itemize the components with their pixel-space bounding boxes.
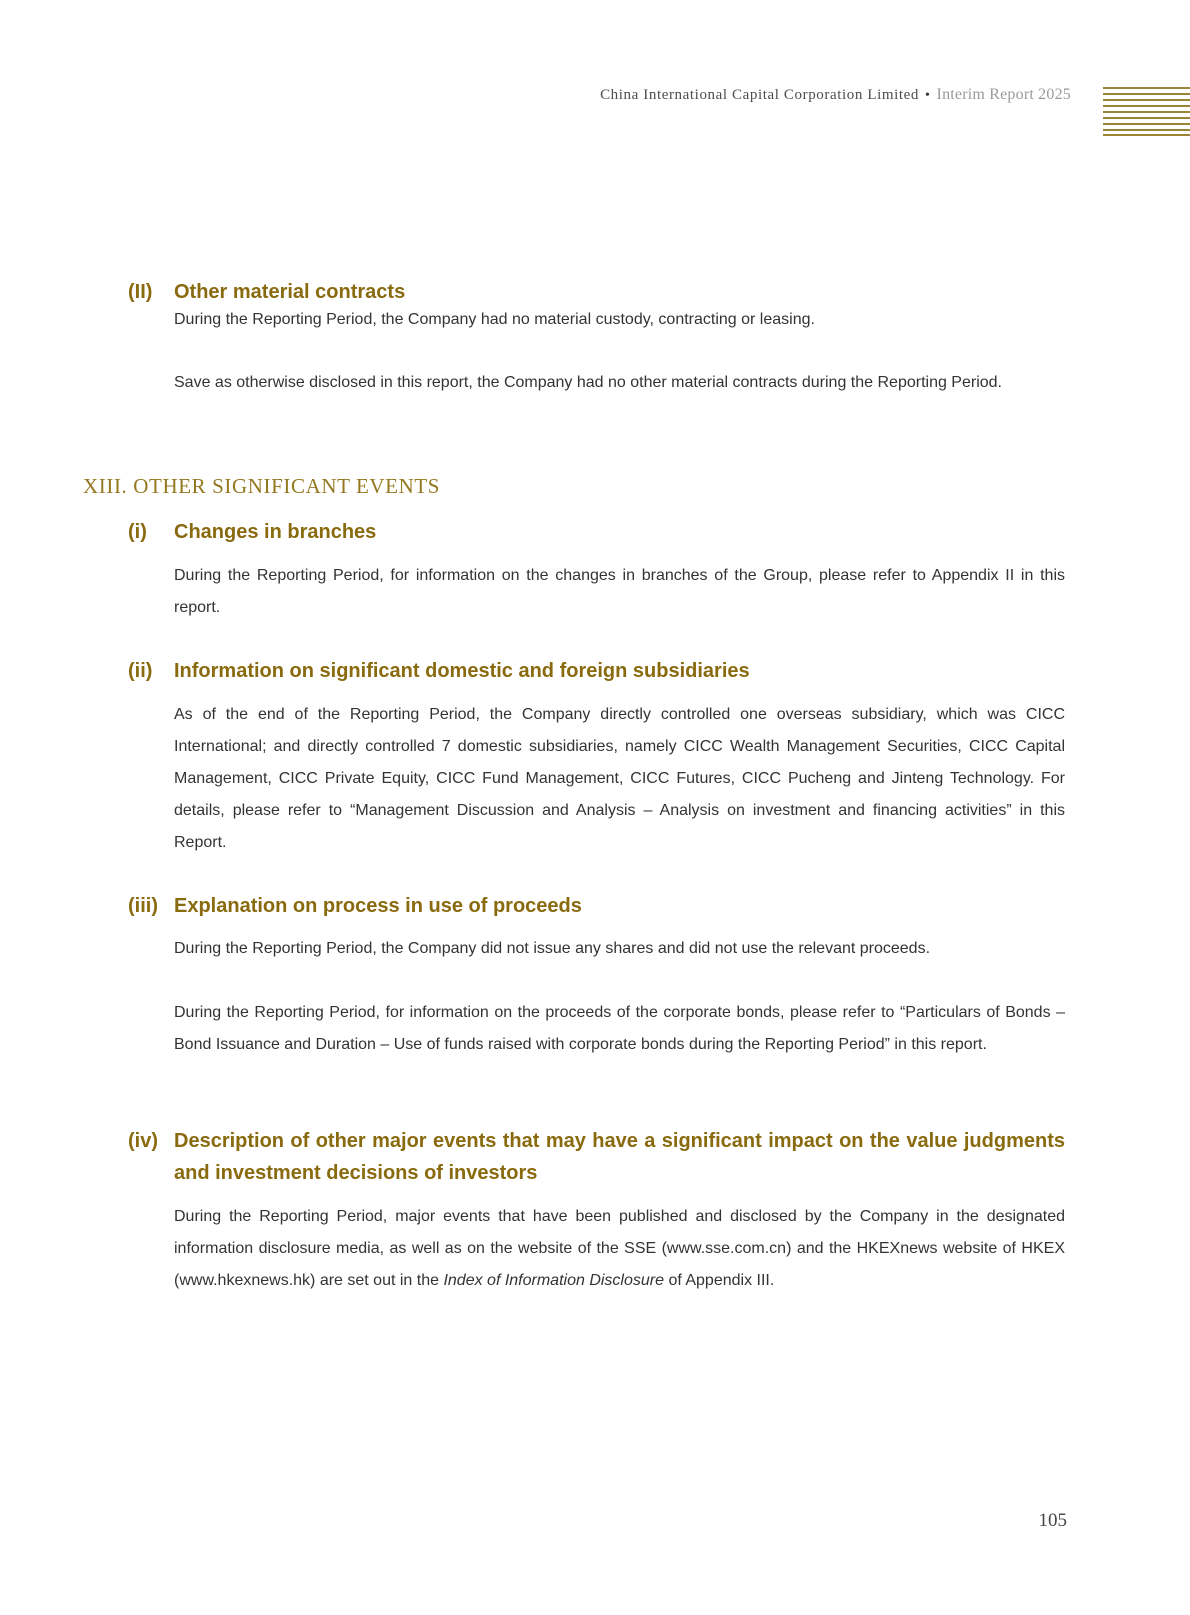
- subsection-heading-other-material-contracts: [128, 276, 406, 308]
- subsection-number: (II): [128, 281, 153, 303]
- header-company-name: China International Capital Corporation Limited: [600, 87, 920, 103]
- decorative-line: [1103, 99, 1190, 101]
- paragraph-text: of Appendix III.: [664, 1272, 775, 1289]
- paragraph: During the Reporting Period, the Company did not issue any shares and did not use the relevant proceeds.: [174, 940, 931, 957]
- subsection-title: Explanation on process in use of proceeds: [174, 895, 582, 917]
- running-header: [600, 86, 1071, 104]
- decorative-line: [1103, 117, 1190, 119]
- paragraph: During the Reporting Period, for information on the proceeds of the corporate bonds, please refer to “Particulars of Bonds – Bond Issuance and Duration – Use of funds raised with corporate bonds during the Reporting Period” in this report.: [174, 1004, 1065, 1053]
- subsection-title: Other material contracts: [174, 281, 406, 303]
- page-number: 105: [1038, 1510, 1067, 1531]
- paragraph: Save as otherwise disclosed in this report, the Company had no other material contracts during the Reporting Period.: [174, 374, 1002, 391]
- header-bullet: •: [925, 88, 931, 103]
- decorative-line: [1103, 105, 1190, 107]
- subsection-number: (i): [128, 521, 147, 543]
- decorative-line: [1103, 111, 1190, 113]
- subsection-heading-use-of-proceeds: [128, 890, 582, 922]
- subsection-number: (iii): [128, 895, 158, 917]
- subsection-title: Information on significant domestic and foreign subsidiaries: [174, 660, 750, 682]
- section-heading-other-significant-events: XIII. OTHER SIGNIFICANT EVENTS: [83, 474, 441, 498]
- decorative-line: [1103, 93, 1190, 95]
- decorative-line: [1103, 129, 1190, 131]
- paragraph: As of the end of the Reporting Period, the Company directly controlled one overseas subsidiary, which was CICC International; and directly controlled 7 domestic subsidiaries, namely CICC Wealth Management Securities, CICC Capital Management, CICC Private Equity, CICC Fund Management, CICC Futures, CICC Pucheng and Jinteng Technology. For details, please refer to “Management Discussion and Analysis – Analysis on investment and financing activities” in this Report.: [174, 706, 1065, 851]
- subsection-heading-major-events: [128, 1125, 1065, 1184]
- decorative-line: [1103, 123, 1190, 125]
- subsection-number: (iv): [128, 1130, 158, 1152]
- subsection-title: Changes in branches: [174, 521, 377, 543]
- subsection-heading-subsidiaries: [128, 655, 750, 687]
- paragraph: During the Reporting Period, for information on the changes in branches of the Group, please refer to Appendix II in this report.: [174, 567, 1065, 616]
- subsection-heading-changes-in-branches: [128, 516, 377, 548]
- paragraph: During the Reporting Period, the Company had no material custody, contracting or leasing.: [174, 311, 815, 328]
- paragraph-text: During the Reporting Period, major events that have been published and disclosed by the Company in the designated information disclosure media, as well as on the website of the SSE (www.sse.com.cn) and the HKEXnews website of HKEX (www.hkexnews.hk) are set out in the: [174, 1208, 1065, 1289]
- subsection-number: (ii): [128, 660, 153, 682]
- index-of-information-disclosure-title: Index of Information Disclosure: [443, 1272, 664, 1289]
- paragraph: [174, 1201, 1065, 1297]
- decorative-line: [1103, 134, 1190, 136]
- decorative-line: [1103, 87, 1190, 89]
- header-report-title: Interim Report 2025: [936, 86, 1071, 103]
- header-decorative-lines: [1103, 87, 1190, 135]
- subsection-title: Description of other major events that may have a significant impact on the value judgments and investment decisions of investors: [174, 1130, 1065, 1184]
